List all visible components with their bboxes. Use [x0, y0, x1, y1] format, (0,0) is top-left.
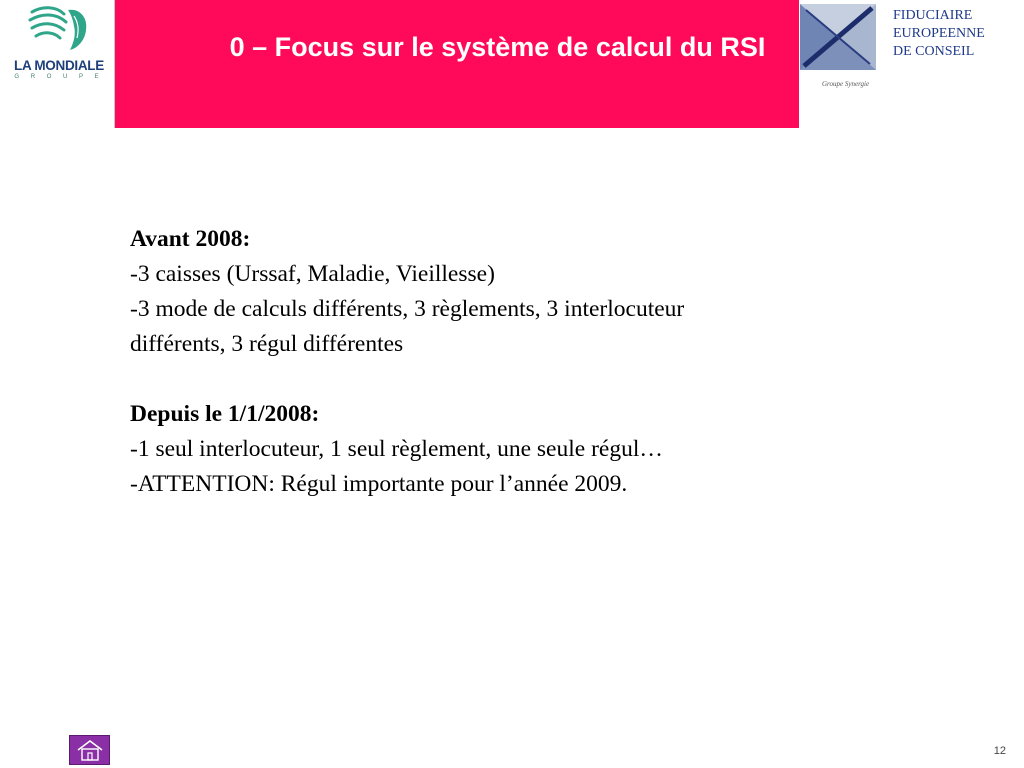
fiduciaire-logo	[800, 4, 880, 92]
slide-title: 0 – Focus sur le système de calcul du RSI	[229, 32, 766, 62]
bullet-line: -3 mode de calculs différents, 3 règlements, 3 interlocuteur différents, 3 régul différentes	[130, 296, 685, 357]
fiduciaire-emblem-icon	[800, 4, 880, 92]
fiduciaire-tagline: Groupe Synergie	[822, 80, 870, 88]
home-icon	[76, 739, 104, 761]
slide-body	[130, 222, 780, 502]
la-mondiale-logo	[6, 4, 112, 94]
section-heading-since-2008: Depuis le 1/1/2008:	[130, 401, 320, 427]
title-banner	[114, 0, 799, 128]
bullet-line: -1 seul interlocuteur, 1 seul règlement, une seule régul…	[130, 436, 663, 462]
bullet-line: -ATTENTION: Régul importante pour l’année 2009.	[130, 471, 628, 497]
la-mondiale-brand-text: LA MONDIALE	[14, 58, 104, 73]
la-mondiale-subtext: G R O U P E	[14, 74, 104, 80]
spacer	[130, 362, 780, 397]
section-heading-before-2008: Avant 2008:	[130, 226, 251, 252]
fiduciaire-name: FIDUCIAIRE EUROPEENNE DE CONSEIL	[893, 8, 985, 59]
la-mondiale-emblem-icon	[24, 4, 94, 56]
home-button[interactable]	[69, 735, 110, 765]
bullet-line: -3 caisses (Urssaf, Maladie, Vieillesse)	[130, 261, 495, 287]
page-number: 12	[993, 745, 1006, 757]
